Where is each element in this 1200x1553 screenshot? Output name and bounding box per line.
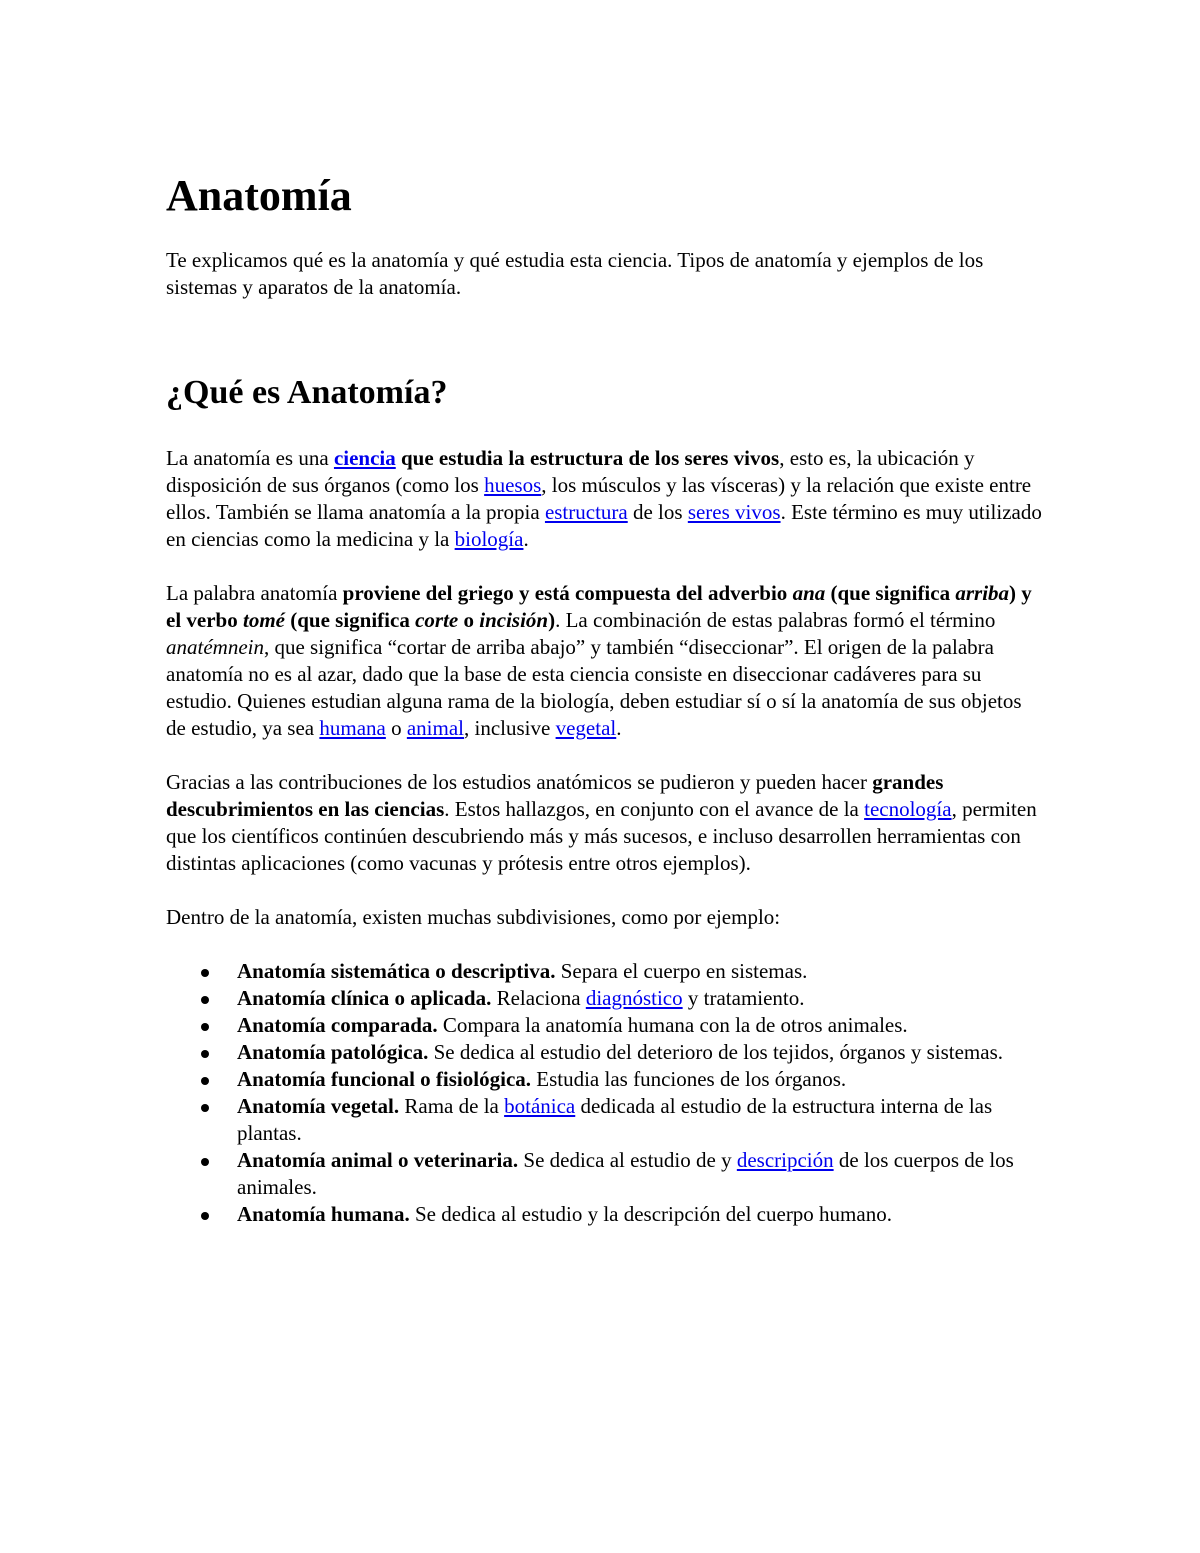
link-biologia[interactable]: biología: [454, 527, 524, 551]
list-item: Anatomía comparada. Compara la anatomía humana con la de otros animales.: [237, 1012, 1046, 1039]
list-item: Anatomía patológica. Se dedica al estudio del deterioro de los tejidos, órganos y sistemas.: [237, 1039, 1046, 1066]
definition-paragraph: La anatomía es una ciencia que estudia la estructura de los seres vivos, esto es, la ubicación y disposición de sus órganos (como los huesos, los músculos y las vísceras) y la relación que existe entre ellos. También se llama anatomía a la propia estructura de los seres vivos. Este término es muy utilizado en ciencias como la medicina y la biología.: [166, 446, 1042, 551]
list-item: Anatomía clínica o aplicada. Relaciona diagnóstico y tratamiento.: [237, 985, 1046, 1012]
link-diagnostico[interactable]: diagnóstico: [585, 986, 683, 1010]
link-tecnologia[interactable]: tecnología: [864, 797, 952, 821]
list-item: Anatomía animal o veterinaria. Se dedica al estudio de y descripción de los cuerpos de los animales.: [237, 1147, 1046, 1201]
list-item: Anatomía funcional o fisiológica. Estudia las funciones de los órganos.: [237, 1066, 1046, 1093]
link-humana[interactable]: humana: [319, 716, 386, 740]
etymology-paragraph: La palabra anatomía proviene del griego y está compuesta del adverbio ana (que significa arriba) y el verbo tomé (que significa corte o incisión). La combinación de estas palabras formó el término anatémnein, que significa “cortar de arriba abajo” y también “diseccionar”. El origen de la palabra anatomía no es al azar, dado que la base de esta ciencia consiste en diseccionar cadáveres para su estudio. Quienes estudian alguna rama de la biología, deben estudiar sí o sí la anatomía de sus objetos de estudio, ya sea humana o animal, inclusive vegetal.: [166, 581, 1032, 740]
link-huesos[interactable]: huesos: [484, 473, 542, 497]
document-content: [166, 168, 1046, 1228]
intro-paragraph: Te explicamos qué es la anatomía y qué estudia esta ciencia. Tipos de anatomía y ejemplos de los sistemas y aparatos de la anatomía.: [166, 248, 984, 299]
list-item: Anatomía vegetal. Rama de la botánica dedicada al estudio de la estructura interna de las plantas.: [237, 1093, 1046, 1147]
list-item: Anatomía humana. Se dedica al estudio y la descripción del cuerpo humano.: [237, 1201, 1046, 1228]
discoveries-paragraph: Gracias a las contribuciones de los estudios anatómicos se pudieron y pueden hacer grandes descubrimientos en las ciencias. Estos hallazgos, en conjunto con el avance de la tecnología, permiten que los científicos continúen descubriendo más y más sucesos, e incluso desarrollen herramientas con distintas aplicaciones (como vacunas y prótesis entre otros ejemplos).: [166, 770, 1037, 875]
link-seres-vivos[interactable]: seres vivos: [687, 500, 781, 524]
link-botanica[interactable]: botánica: [504, 1094, 576, 1118]
link-estructura[interactable]: estructura: [544, 500, 628, 524]
link-vegetal[interactable]: vegetal: [555, 716, 617, 740]
link-animal[interactable]: animal: [406, 716, 465, 740]
list-item: Anatomía sistemática o descriptiva. Separa el cuerpo en sistemas.: [237, 958, 1046, 985]
link-descripcion[interactable]: descripción: [736, 1148, 834, 1172]
section-heading: ¿Qué es Anatomía?: [166, 374, 448, 411]
subdivisions-list: [166, 958, 1046, 1228]
page-title: Anatomía: [166, 171, 352, 220]
subdivisions-intro: Dentro de la anatomía, existen muchas subdivisiones, como por ejemplo:: [166, 905, 781, 929]
link-ciencia[interactable]: ciencia: [333, 446, 396, 470]
